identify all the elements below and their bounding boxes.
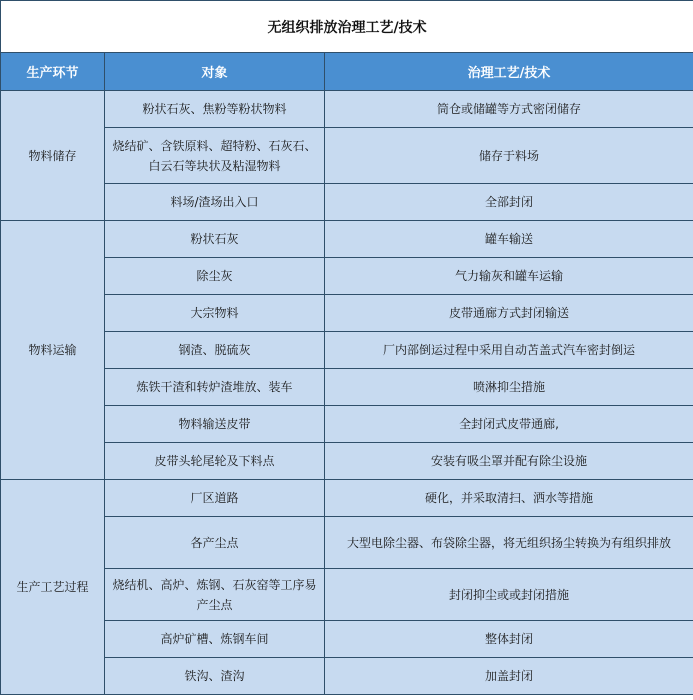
method-cell: 罐车输送	[325, 221, 693, 258]
object-cell: 厂区道路	[105, 480, 325, 517]
stage-cell: 物料储存	[1, 91, 105, 221]
method-cell: 硬化，并采取清扫、洒水等措施	[325, 480, 693, 517]
object-cell: 钢渣、脱硫灰	[105, 332, 325, 369]
method-cell: 气力输灰和罐车运输	[325, 258, 693, 295]
object-cell: 皮带头轮尾轮及下料点	[105, 443, 325, 480]
object-cell: 料场/渣场出入口	[105, 184, 325, 221]
object-cell: 各产尘点	[105, 517, 325, 569]
method-cell: 加盖封闭	[325, 658, 693, 695]
header-stage: 生产环节	[1, 53, 105, 91]
object-cell: 铁沟、渣沟	[105, 658, 325, 695]
method-cell: 全部封闭	[325, 184, 693, 221]
method-cell: 全封闭式皮带通廊,	[325, 406, 693, 443]
method-cell: 皮带通廊方式封闭输送	[325, 295, 693, 332]
stage-cell: 物料运输	[1, 221, 105, 480]
method-cell: 大型电除尘器、布袋除尘器，将无组织扬尘转换为有组织排放	[325, 517, 693, 569]
object-cell: 粉状石灰	[105, 221, 325, 258]
method-cell: 封闭抑尘或或封闭措施	[325, 569, 693, 621]
object-cell: 物料输送皮带	[105, 406, 325, 443]
method-cell: 安装有吸尘罩并配有除尘设施	[325, 443, 693, 480]
object-cell: 烧结矿、含铁原料、超特粉、石灰石、白云石等块状及粘湿物料	[105, 128, 325, 184]
method-cell: 筒仓或储罐等方式密闭储存	[325, 91, 693, 128]
header-method: 治理工艺/技术	[325, 53, 693, 91]
object-cell: 高炉矿槽、炼钢车间	[105, 621, 325, 658]
object-cell: 粉状石灰、焦粉等粉状物料	[105, 91, 325, 128]
header-object: 对象	[105, 53, 325, 91]
table-title: 无组织排放治理工艺/技术	[1, 1, 693, 53]
object-cell: 大宗物料	[105, 295, 325, 332]
object-cell: 炼铁干渣和转炉渣堆放、装车	[105, 369, 325, 406]
method-cell: 整体封闭	[325, 621, 693, 658]
method-cell: 喷淋抑尘措施	[325, 369, 693, 406]
method-cell: 厂内部倒运过程中采用自动苫盖式汽车密封倒运	[325, 332, 693, 369]
stage-cell: 生产工艺过程	[1, 480, 105, 695]
object-cell: 除尘灰	[105, 258, 325, 295]
method-cell: 储存于料场	[325, 128, 693, 184]
object-cell: 烧结机、高炉、炼钢、石灰窑等工序易产尘点	[105, 569, 325, 621]
